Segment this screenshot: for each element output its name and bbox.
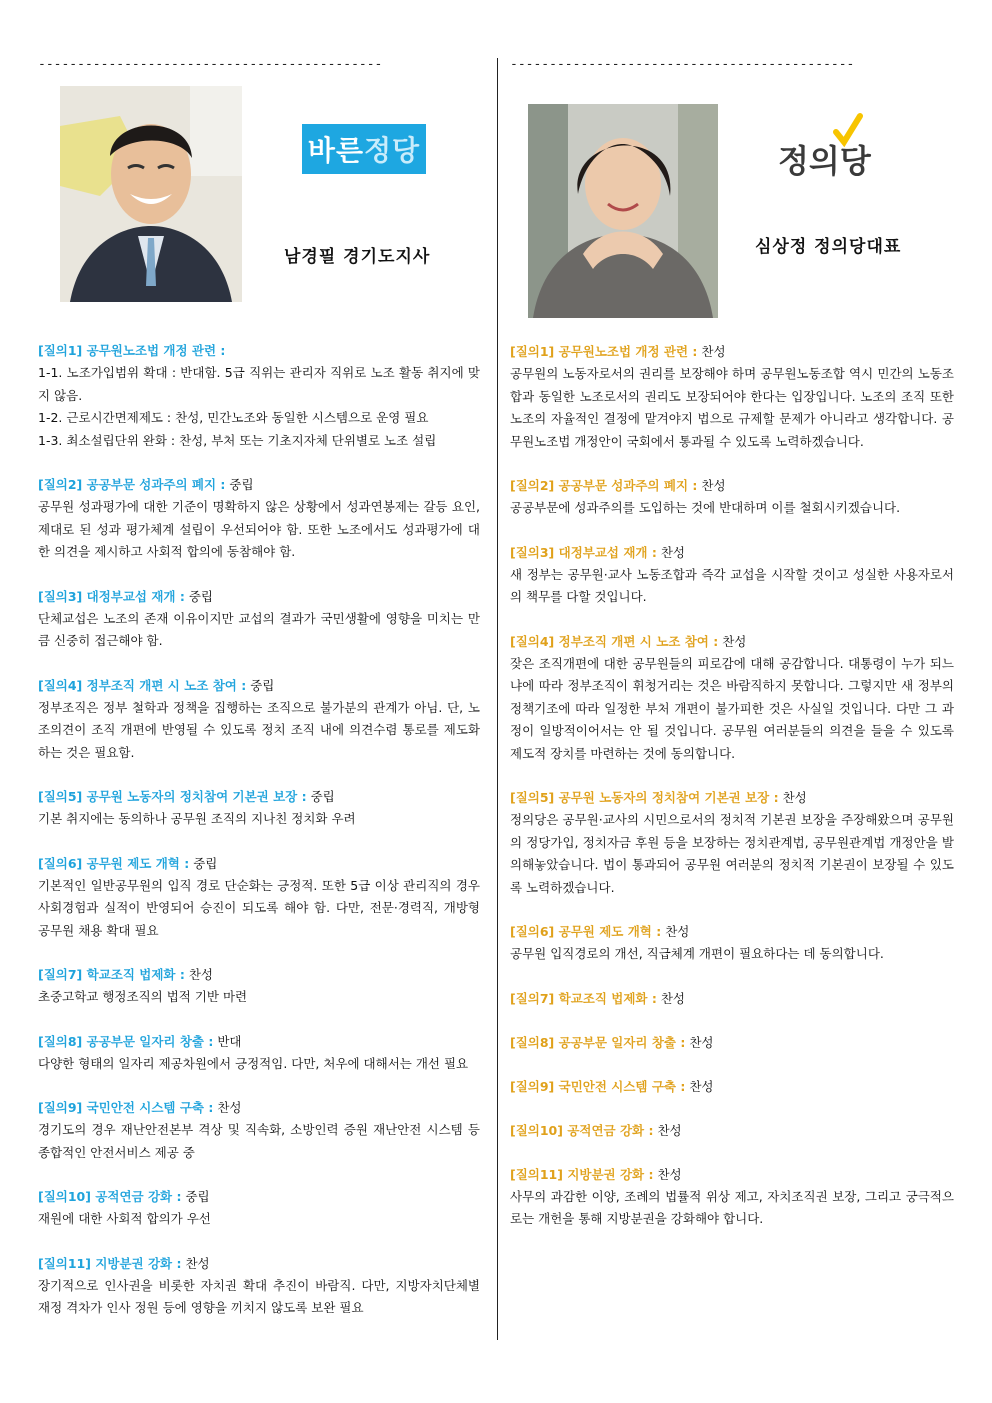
answer-text: 경기도의 경우 재난안전본부 격상 및 직속화, 소방인력 증원 재난안전 시스템 등 종합적인 안전서비스 제공 중 bbox=[38, 1122, 480, 1160]
question-item bbox=[510, 1164, 954, 1231]
question-label: [질의10] 공적연금 강화 : bbox=[510, 1122, 654, 1138]
answer-text: 다양한 형태의 일자리 제공차원에서 긍정적임. 다만, 처우에 대해서는 개선 필요 bbox=[38, 1055, 469, 1071]
stance-text: 반대 bbox=[213, 1033, 242, 1049]
answer-text: 정의당은 공무원·교사의 시민으로서의 정치적 기본권 보장을 주장해왔으며 공무원의 정당가입, 정치자금 후원 등을 보장하는 정치관계법, 공무원관계법 개정안을 발의해놓았습니다. 법이 통과되어 공무원 여러분의 정치적 기본권이 보장될 수 있도록 노력하겠습니다. bbox=[510, 812, 954, 895]
question-label: [질의1] 공무원노조법 개정 관련 : bbox=[510, 344, 698, 359]
answer-text: 기본적인 일반공무원의 입직 경로 단순화는 긍정적. 또한 5급 이상 관리직의 경우 사회경험과 실적이 반영되어 승진이 되도록 해야 함. 다만, 전문·경력직, 개방형 공무원 채용 확대 필요 bbox=[38, 877, 480, 938]
stance-text: 중립 bbox=[225, 477, 254, 492]
question-item bbox=[510, 1032, 954, 1054]
question-heading bbox=[38, 1186, 480, 1208]
left-column bbox=[38, 58, 480, 1315]
candidate-header bbox=[510, 72, 954, 332]
question-label: [질의2] 공공부문 성과주의 폐지 : bbox=[510, 478, 698, 493]
question-list bbox=[38, 340, 480, 1342]
stance-text: 찬성 bbox=[697, 478, 726, 493]
dashed-rule: -------------------------------------------- bbox=[38, 58, 383, 72]
question-item bbox=[38, 853, 480, 943]
answer-text: 공공부문에 성과주의를 도입하는 것에 반대하며 이를 철회시키겠습니다. bbox=[510, 500, 901, 515]
stance-text: 중립 bbox=[246, 677, 275, 693]
answer-text: 새 정부는 공무원·교사 노동조합과 즉각 교섭을 시작할 것이고 성실한 사용자로서의 책무를 다할 것입니다. bbox=[510, 566, 954, 604]
question-label: [질의8] 공공부문 일자리 창출 : bbox=[510, 1034, 686, 1050]
stance-text: 찬성 bbox=[656, 990, 685, 1006]
question-label: [질의3] 대정부교섭 재개 : bbox=[510, 544, 657, 560]
question-label: [질의6] 공무원 제도 개혁 : bbox=[510, 924, 662, 939]
stance-text: 찬성 bbox=[718, 633, 747, 649]
question-item bbox=[38, 586, 480, 653]
answer-text: 재원에 대한 사회적 합의가 우선 bbox=[38, 1211, 211, 1226]
answer-text: 사무의 과감한 이양, 조례의 법률적 위상 제고, 자치조직권 보장, 그리고 궁극적으로는 개헌을 통해 지방분권을 강화해야 합니다. bbox=[510, 1188, 954, 1226]
question-heading bbox=[38, 474, 480, 496]
question-item bbox=[38, 675, 480, 765]
question-item bbox=[38, 1253, 480, 1320]
answer-text: 장기적으로 인사권을 비롯한 자치권 확대 추진이 바람직. 다만, 지방자치단체별 재정 격차가 인사 정원 등에 영향을 끼치지 않도록 보완 필요 bbox=[38, 1277, 480, 1315]
stance-text: 찬성 bbox=[685, 1034, 714, 1050]
question-heading bbox=[38, 586, 480, 608]
stance-text: 찬성 bbox=[685, 1078, 714, 1094]
question-heading bbox=[510, 542, 954, 564]
answer-text: 잦은 조직개편에 대한 공무원들의 피로감에 대해 공감합니다. 대통령이 누가 되느냐에 따라 정부조직이 휘청거리는 것은 바람직하지 못합니다. 그렇지만 새 정부의 정책기조에 따라 일정한 부처 개편이 불가피한 것은 사실일 것입니다. 다만 그 과정이 일방적이어서는 안 될 것입니다. 공무원 여러분들의 의견을 들을 수 있도록 제도적 장치를 마련하는 것에 동의합니다. bbox=[510, 655, 954, 761]
question-label: [질의6] 공무원 제도 개혁 : bbox=[38, 855, 190, 871]
question-label: [질의2] 공공부문 성과주의 폐지 : bbox=[38, 477, 226, 492]
question-item bbox=[38, 474, 480, 564]
question-label: [질의10] 공적연금 강화 : bbox=[38, 1189, 182, 1204]
stance-text: 찬성 bbox=[653, 1122, 682, 1138]
stance-text: 찬성 bbox=[656, 544, 685, 560]
answer-text: 단체교섭은 노조의 존재 이유이지만 교섭의 결과가 국민생활에 영향을 미치는 만큼 신중히 접근해야 함. bbox=[38, 610, 480, 648]
answer-text: 기본 취지에는 동의하나 공무원 조직의 지나친 정치화 우려 bbox=[38, 811, 356, 826]
question-item bbox=[510, 787, 954, 899]
question-heading bbox=[38, 853, 480, 875]
question-label: [질의8] 공공부문 일자리 창출 : bbox=[38, 1033, 214, 1049]
answer-text: 공무원의 노동자로서의 권리를 보장해야 하며 공무원노동조합 역시 민간의 노동조합과 동일한 노조로서의 권리도 보장되어야 한다는 입장입니다. 노조의 조직 또한 노조의 자율적인 결정에 맡겨야지 법으로 규제할 문제가 아니라고 생각합니다. 공무원노조법 개정안이 국회에서 통과될 수 있도록 노력하겠습니다. bbox=[510, 366, 954, 449]
question-heading bbox=[510, 787, 954, 809]
question-label: [질의7] 학교조직 법제화 : bbox=[510, 990, 657, 1006]
question-list bbox=[510, 341, 954, 1253]
stance-text: 중립 bbox=[184, 588, 213, 604]
party-logo-bareun bbox=[302, 124, 426, 174]
question-item bbox=[38, 786, 480, 831]
question-item bbox=[510, 475, 954, 520]
question-label: [질의9] 국민안전 시스템 구축 : bbox=[510, 1078, 686, 1094]
logo-text: 정의당 bbox=[778, 142, 871, 180]
question-heading bbox=[38, 1097, 480, 1119]
dashed-rule: -------------------------------------------- bbox=[510, 58, 855, 72]
candidate-name: 남경필 경기도지사 bbox=[284, 247, 431, 267]
question-label: [질의5] 공무원 노동자의 정치참여 기본권 보장 : bbox=[510, 790, 779, 805]
stance-text: 중립 bbox=[306, 789, 335, 804]
right-column bbox=[510, 58, 954, 1226]
stance-text: 찬성 bbox=[213, 1100, 242, 1115]
question-heading bbox=[510, 341, 954, 363]
question-label: [질의7] 학교조직 법제화 : bbox=[38, 967, 185, 982]
question-label: [질의3] 대정부교섭 재개 : bbox=[38, 588, 185, 604]
candidate-header bbox=[38, 72, 480, 332]
question-heading bbox=[510, 631, 954, 653]
question-item bbox=[510, 1076, 954, 1098]
question-heading bbox=[510, 921, 954, 943]
stance-text: 찬성 bbox=[184, 967, 213, 982]
answer-text: 공무원 성과평가에 대한 기준이 명확하지 않은 상황에서 성과연봉제는 갈등 요인, 제대로 된 성과 평가체계 설립이 우선되어야 함. 또한 노조에서도 성과평가에 대한 의견을 제시하고 사회적 합의에 동참해야 함. bbox=[38, 499, 480, 559]
question-label: [질의1] 공무원노조법 개정 관련 : bbox=[38, 343, 226, 358]
question-item bbox=[510, 988, 954, 1010]
stance-text: 중립 bbox=[181, 1189, 210, 1204]
stance-text: 찬성 bbox=[181, 1255, 210, 1271]
question-item bbox=[38, 1031, 480, 1076]
question-label: [질의4] 정부조직 개편 시 노조 참여 : bbox=[510, 633, 719, 649]
question-heading bbox=[38, 1253, 480, 1275]
question-label: [질의11] 지방분권 강화 : bbox=[38, 1255, 182, 1271]
question-heading bbox=[510, 1120, 954, 1142]
column-divider bbox=[497, 58, 498, 1340]
question-label: [질의9] 국민안전 시스템 구축 : bbox=[38, 1100, 214, 1115]
candidate-name: 심상정 정의당대표 bbox=[755, 237, 902, 257]
question-label: [질의11] 지방분권 강화 : bbox=[510, 1166, 654, 1182]
logo-text-part2: 정당 bbox=[364, 134, 421, 167]
question-heading bbox=[38, 786, 480, 808]
answer-text: 정부조직은 정부 철학과 정책을 집행하는 조직으로 불가분의 관계가 아님. 단, 노조의견이 조직 개편에 반영될 수 있도록 정치 조직 내에 의견수렴 통로를 제도화하는 것은 필요함. bbox=[38, 699, 480, 760]
question-heading bbox=[38, 1031, 480, 1053]
question-item bbox=[510, 542, 954, 609]
question-item bbox=[510, 1120, 954, 1142]
stance-text: 찬성 bbox=[653, 1166, 682, 1182]
question-heading bbox=[38, 675, 480, 697]
question-heading bbox=[38, 964, 480, 986]
answer-text: 공무원 입직경로의 개선, 직급체계 개편이 필요하다는 데 동의합니다. bbox=[510, 946, 884, 961]
candidate-photo bbox=[60, 86, 242, 302]
question-heading bbox=[510, 1164, 954, 1186]
question-label: [질의5] 공무원 노동자의 정치참여 기본권 보장 : bbox=[38, 789, 307, 804]
question-heading bbox=[510, 1032, 954, 1054]
stance-text: 중립 bbox=[189, 855, 218, 871]
answer-text: 1-1. 노조가입범위 확대 : 반대함. 5급 직위는 관리자 직위로 노조 활동 취지에 맞지 않음. 1-2. 근로시간면제제도 : 찬성, 민간노조와 동일한 시스템으로 운영 필요 1-3. 최소설립단위 완화 : 찬성, 부처 또는 기초지자체 단위별로 노조 설립 bbox=[38, 365, 480, 448]
question-item bbox=[510, 921, 954, 966]
party-logo-justice bbox=[774, 110, 884, 180]
logo-text-part1: 바른 bbox=[307, 134, 364, 167]
question-label: [질의4] 정부조직 개편 시 노조 참여 : bbox=[38, 677, 247, 693]
question-item bbox=[38, 1097, 480, 1164]
stance-text: 찬성 bbox=[697, 344, 726, 359]
stance-text: 찬성 bbox=[661, 924, 690, 939]
question-heading bbox=[38, 340, 480, 362]
question-heading bbox=[510, 1076, 954, 1098]
question-item bbox=[510, 631, 954, 766]
answer-text: 초중고학교 행정조직의 법적 기반 마련 bbox=[38, 989, 248, 1004]
question-item bbox=[38, 964, 480, 1009]
question-heading bbox=[510, 988, 954, 1010]
candidate-photo bbox=[528, 104, 718, 318]
question-item bbox=[510, 341, 954, 453]
question-item bbox=[38, 340, 480, 452]
question-heading bbox=[510, 475, 954, 497]
question-item bbox=[38, 1186, 480, 1231]
stance-text: 찬성 bbox=[778, 790, 807, 805]
